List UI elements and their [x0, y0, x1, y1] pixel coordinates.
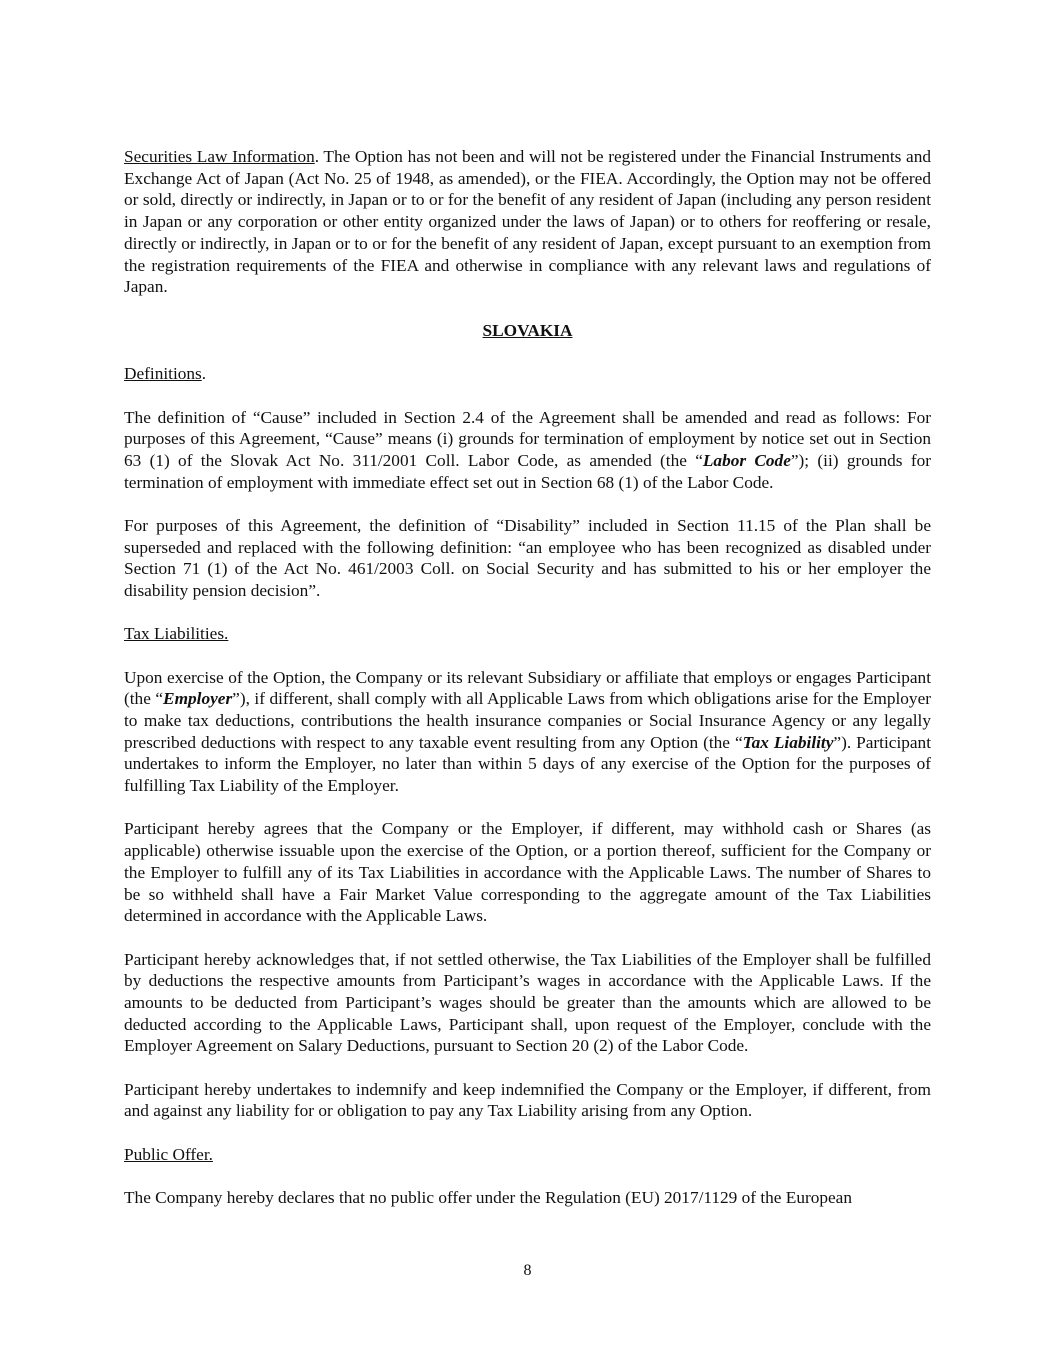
tax-p1-text-c: ”). Participant undertakes to inform the Employer, no later than within 5 days of any exercise of the Option for the purposes of fulfilling Tax Liability of the Employer. [124, 732, 932, 796]
employer-term: Employer [163, 689, 233, 709]
tax-paragraph-1 [124, 667, 931, 797]
tax-heading: Tax Liabilities. [124, 624, 229, 644]
securities-heading: Securities Law Information [124, 147, 315, 166]
public-offer-heading: Public Offer. [124, 1144, 213, 1164]
labor-code-term: Labor Code [702, 450, 791, 470]
cause-text-a: The definition of “Cause” included in Section 2.4 of the Agreement shall be amended and read as follows: For purposes of this Agreement, “Cause” means (i) grounds for termination of employment by notice set out in Section 63 (1) of the Slovak Act No. 311/2001 Coll. Labor Code, as amended (the “ [124, 407, 931, 470]
cause-definition-paragraph [124, 407, 931, 494]
public-offer-paragraph: The Company hereby declares that no public offer under the Regulation (EU) 2017/1129 of the European [124, 1187, 852, 1207]
tax-p1-text-b: ”), if different, shall comply with all Applicable Laws from which obligations arise for the Employer to make tax deductions, contributions the health insurance companies or Social Insurance Agency or any legally prescribed deductions with respect to any taxable event resulting from any Option (the “ [124, 689, 931, 752]
tax-p1-text-a: Upon exercise of the Option, the Company or its relevant Subsidiary or affiliate that employs or engages Participant (the “ [124, 667, 931, 709]
tax-heading-line [124, 623, 931, 645]
country-heading: SLOVAKIA [482, 320, 573, 340]
document-body [124, 146, 931, 1230]
cause-text-b: ”); (ii) grounds for termination of employment with immediate effect set out in Section 68 (1) of the Labor Code. [124, 450, 931, 492]
definitions-heading-suffix: . [201, 364, 207, 384]
public-offer-heading-line [124, 1144, 931, 1166]
tax-paragraph-4: Participant hereby undertakes to indemnify and keep indemnified the Company or the Employer, if different, from and against any liability for or obligation to pay any Tax Liability arising from any Option. [124, 1079, 931, 1121]
definitions-heading: Definitions [124, 364, 202, 384]
tax-liability-term: Tax Liability [742, 732, 834, 752]
disability-definition-paragraph: For purposes of this Agreement, the definition of “Disability” included in Section 11.15 of the Plan shall be superseded and replaced with the following definition: “an employee who has been recognized as disabled under Section 71 (1) of the Act No. 461/2003 Coll. on Social Security and has submitted to his or her employer the disability pension decision”. [124, 515, 931, 601]
tax-paragraph-3: Participant hereby acknowledges that, if not settled otherwise, the Tax Liabilities of the Employer shall be fulfilled by deductions the respective amounts from Participant’s wages in accordance with the Applicable Laws. If the amounts to be deducted from Participant’s wages should be greater than the amounts which are allowed to be deducted according to the Applicable Laws, Participant shall, upon request of the Employer, conclude with the Employer Agreement on Salary Deductions, pursuant to Section 20 (2) of the Labor Code. [124, 949, 931, 1056]
tax-paragraph-2: Participant hereby agrees that the Company or the Employer, if different, may withhold cash or Shares (as applicable) otherwise issuable upon the exercise of the Option, or a portion thereof, sufficient for the Company or the Employer to fulfill any of its Tax Liabilities in accordance with the Applicable Laws. The number of Shares to be so withheld shall have a Fair Market Value corresponding to the aggregate amount of the Tax Liabilities determined in accordance with the Applicable Laws. [124, 819, 931, 926]
definitions-heading-line [124, 363, 931, 385]
page-number: 8 [523, 1262, 532, 1279]
securities-paragraph [124, 146, 931, 298]
securities-text: . The Option has not been and will not be registered under the Financial Instruments and Exchange Act of Japan (Act No. 25 of 1948, as amended), or the FIEA. Accordingly, the Option may not be offered or sold, directly or indirectly, in Japan or to or for the benefit of any resident of Japan (including any person resident in Japan or any corporation or other entity organized under the laws of Japan) or to others for reoffering or resale, directly or indirectly, in Japan or to or for the benefit of any resident of Japan, except pursuant to an exemption from the registration requirements of the FIEA and otherwise in compliance with any relevant laws and regulations of Japan. [124, 147, 931, 297]
